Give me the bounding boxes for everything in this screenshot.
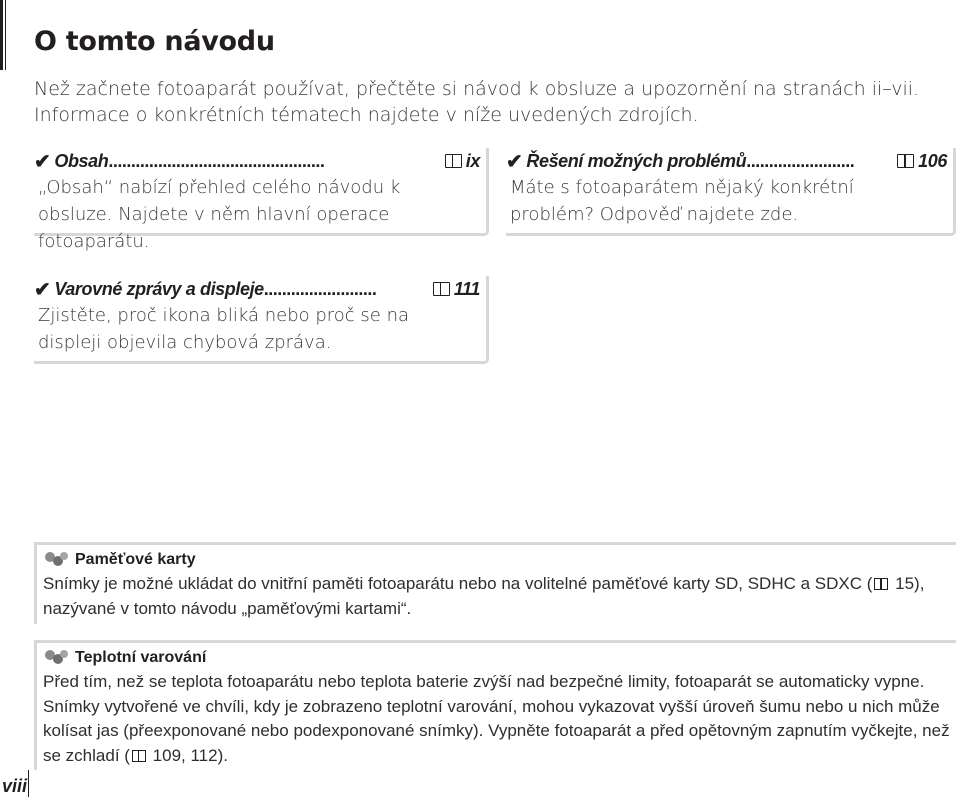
section-warnings <box>34 276 489 364</box>
title-accent-line <box>5 0 6 70</box>
section-heading <box>34 276 486 302</box>
note-text-part: Před tím, než se teplota fotoaparátu nebo teplota baterie zvýší nad bezpečné limity, fotoaparát se automaticky vypne. Snímky vytvořené ve chvíli, kdy je zobrazeno teplotní varování, mohou vykazovat vyšší úroveň šumu nebo u nich může kolísat jas (přeexponované nebo podexponované snímky). Vypněte fotoaparát a před opětovným zapnutím vyčkejte, než se zchladí ( <box>43 672 950 765</box>
check-icon: ✔ <box>34 150 51 173</box>
section-heading <box>506 148 953 174</box>
note-text <box>43 572 956 621</box>
book-icon <box>433 282 450 296</box>
leader-dots: ......................... <box>263 278 377 299</box>
section-troubleshooting <box>506 148 956 236</box>
section-description: „Obsah“ nabízí přehled celého návodu k obsluze. Najdete v něm hlavní operace fotoaparátu. <box>38 177 401 252</box>
page-ref[interactable]: 111 <box>453 278 480 299</box>
section-contents <box>34 148 489 252</box>
note-icon <box>43 649 69 667</box>
note-title: Teplotní varování <box>75 649 207 666</box>
note-title: Paměťové karty <box>75 551 196 568</box>
page-ref[interactable]: 109, 112 <box>152 745 218 765</box>
page-ref[interactable]: 15 <box>895 574 915 593</box>
book-icon <box>897 154 914 168</box>
page-title: O tomto návodu <box>34 26 275 57</box>
leader-dots: ........................ <box>746 150 855 171</box>
check-icon: ✔ <box>506 150 523 173</box>
check-icon: ✔ <box>34 278 51 301</box>
note-temperature-warning <box>34 640 956 770</box>
section-description: Zjistěte, proč ikona bliká nebo proč se na displeji objevila chybová zpráva. <box>38 305 410 353</box>
note-text-part: ), nazývané v tomto návodu „paměťovými kartami“. <box>43 574 925 618</box>
note-text-part: Snímky je možné ukládat do vnitřní paměti fotoaparátu nebo na volitelné paměťové karty SD, SDHC a SDXC ( <box>43 574 873 593</box>
page-number-divider <box>28 770 29 797</box>
note-text-part: ). <box>217 745 228 765</box>
section-title[interactable]: Varovné zprávy a displeje <box>54 278 264 299</box>
section-title[interactable]: Obsah <box>54 150 109 171</box>
page-number: viii <box>2 776 28 796</box>
book-icon <box>445 154 462 168</box>
leader-dots: ................................................ <box>108 150 325 171</box>
section-description: Máte s fotoaparátem nějaký konkrétní problém? Odpověď najdete zde. <box>510 177 854 225</box>
note-heading <box>43 646 956 670</box>
page-ref[interactable]: 106 <box>918 150 947 171</box>
book-icon <box>874 578 888 590</box>
note-text <box>43 670 956 768</box>
section-title[interactable]: Řešení možných problémů <box>526 150 747 171</box>
title-accent-bar <box>0 0 3 70</box>
book-icon <box>132 750 146 762</box>
note-icon <box>43 551 69 569</box>
page-ref[interactable]: ix <box>465 150 480 171</box>
note-memory-cards <box>34 542 956 624</box>
intro-paragraph: Než začnete fotoaparát používat, přečtěte si návod k obsluze a upozornění na stranách ii–vii. Informace o konkrétních tématech najdete v níže uvedených zdrojích. <box>34 78 920 126</box>
note-heading <box>43 548 956 572</box>
section-heading <box>34 148 486 174</box>
